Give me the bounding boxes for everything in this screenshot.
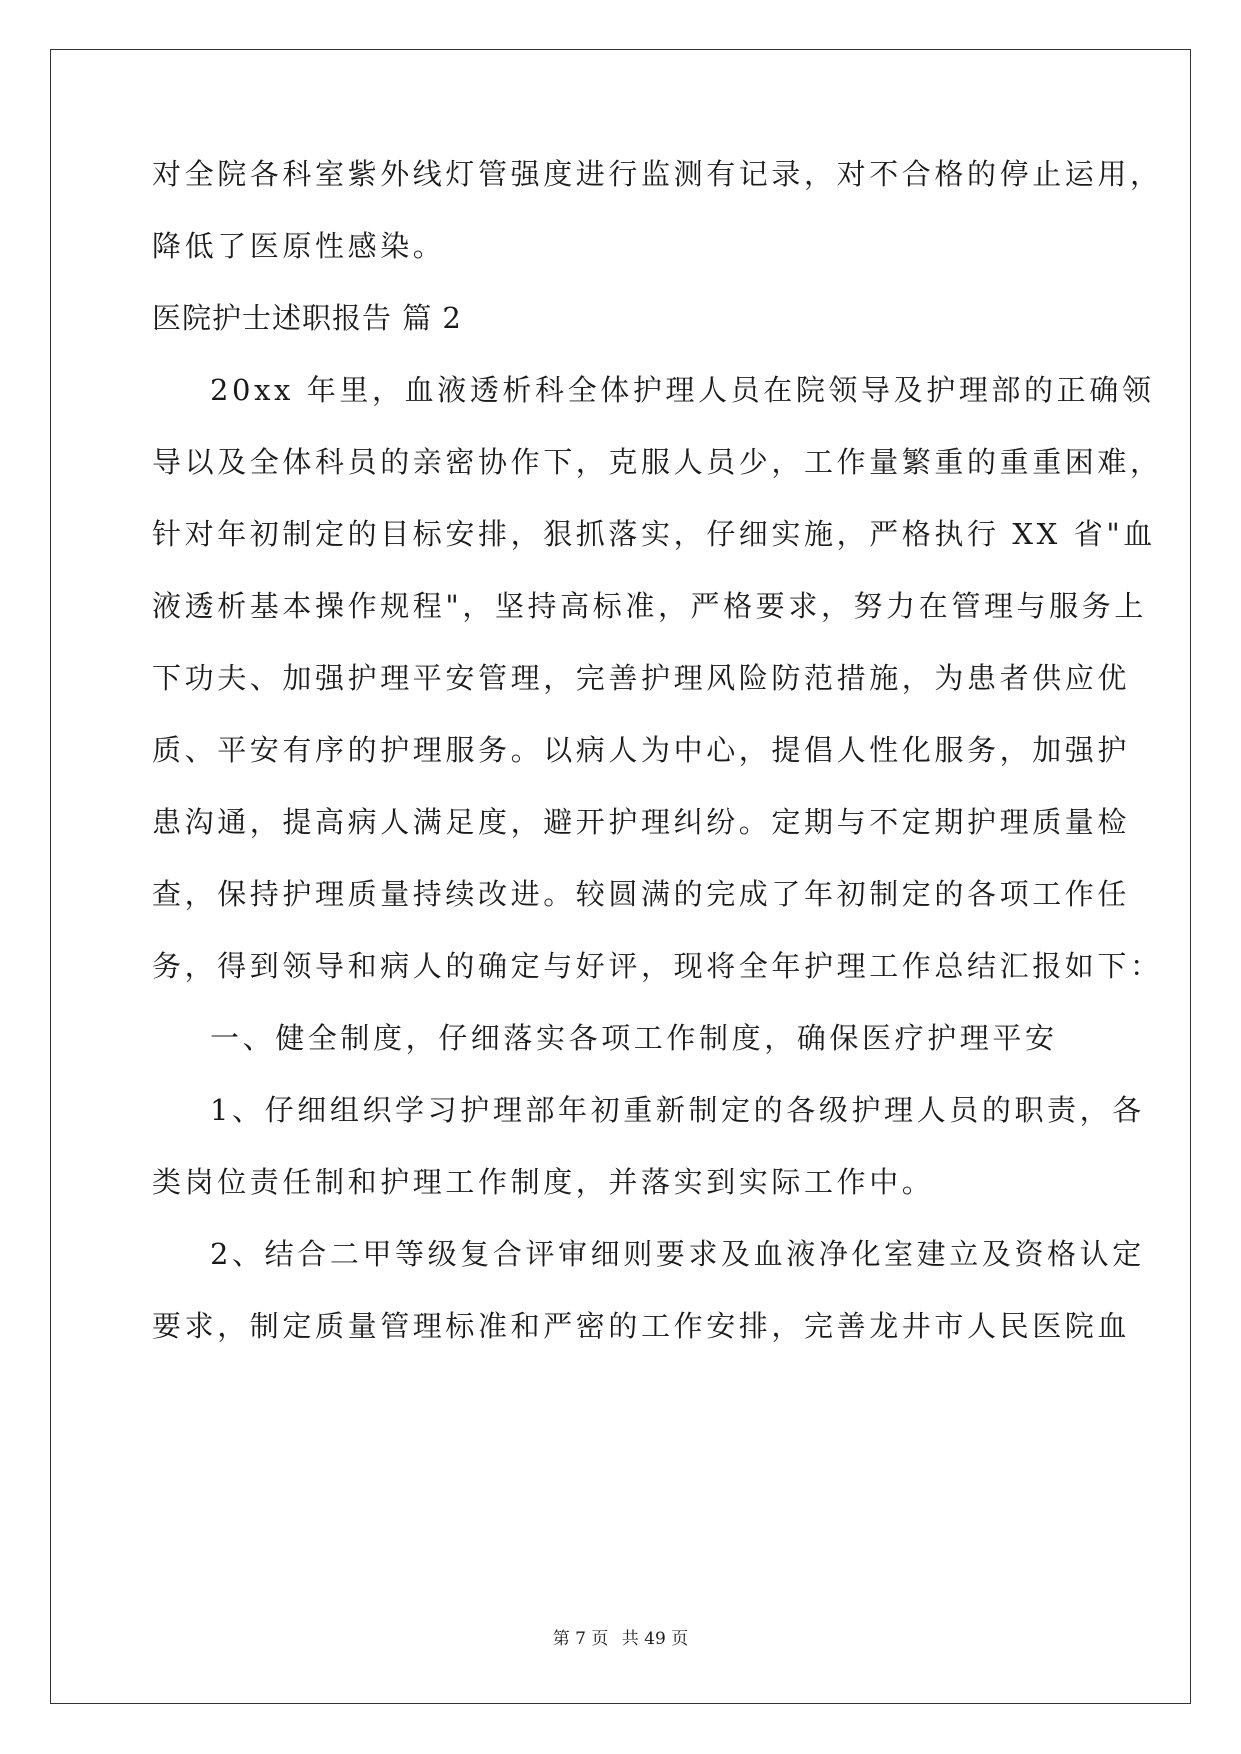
paragraph-first-line: 20xx 年里，血液透析科全体护理人员在院领导及护理部的正确领: [210, 373, 1155, 407]
text-line: 下功夫、加强护理平安管理，完善护理风险防范措施，为患者供应优: [152, 661, 1131, 695]
text-line: 类岗位责任制和护理工作制度，并落实到实际工作中。: [152, 1165, 935, 1199]
text-line: 患沟通，提高病人满足度，避开护理纠纷。定期与不定期护理质量检: [152, 805, 1131, 839]
text-line: 液透析基本操作规程"，坚持高标准，严格要求，努力在管理与服务上: [152, 589, 1147, 623]
subsection-heading: 一、健全制度，仔细落实各项工作制度，确保医疗护理平安: [210, 1021, 1058, 1055]
page-number: 第 7 页: [552, 1629, 609, 1649]
text-line: 查，保持护理质量持续改进。较圆满的完成了年初制定的各项工作任: [152, 877, 1131, 911]
total-pages: 共 49 页: [621, 1629, 689, 1649]
text-line: 降低了医原性感染。: [152, 229, 446, 263]
page-footer: [0, 1624, 1241, 1649]
paragraph-first-line: 1、仔细组织学习护理部年初重新制定的各级护理人员的职责，各: [210, 1093, 1145, 1127]
paragraph-first-line: 2、结合二甲等级复合评审细则要求及血液净化室建立及资格认定: [210, 1237, 1145, 1271]
text-line: 要求，制定质量管理标准和严密的工作安排，完善龙井市人民医院血: [152, 1309, 1131, 1343]
text-line: 务，得到领导和病人的确定与好评，现将全年护理工作总结汇报如下：: [152, 949, 1163, 983]
text-line: 针对年初制定的目标安排，狠抓落实，仔细实施，严格执行 XX 省"血: [152, 517, 1156, 551]
text-line: 对全院各科室紫外线灯管强度进行监测有记录，对不合格的停止运用，: [152, 157, 1163, 191]
text-line: 导以及全体科员的亲密协作下，克服人员少，工作量繁重的重重困难，: [152, 445, 1163, 479]
text-line: 质、平安有序的护理服务。以病人为中心，提倡人性化服务，加强护: [152, 733, 1131, 767]
section-heading: 医院护士述职报告 篇 2: [152, 301, 462, 335]
